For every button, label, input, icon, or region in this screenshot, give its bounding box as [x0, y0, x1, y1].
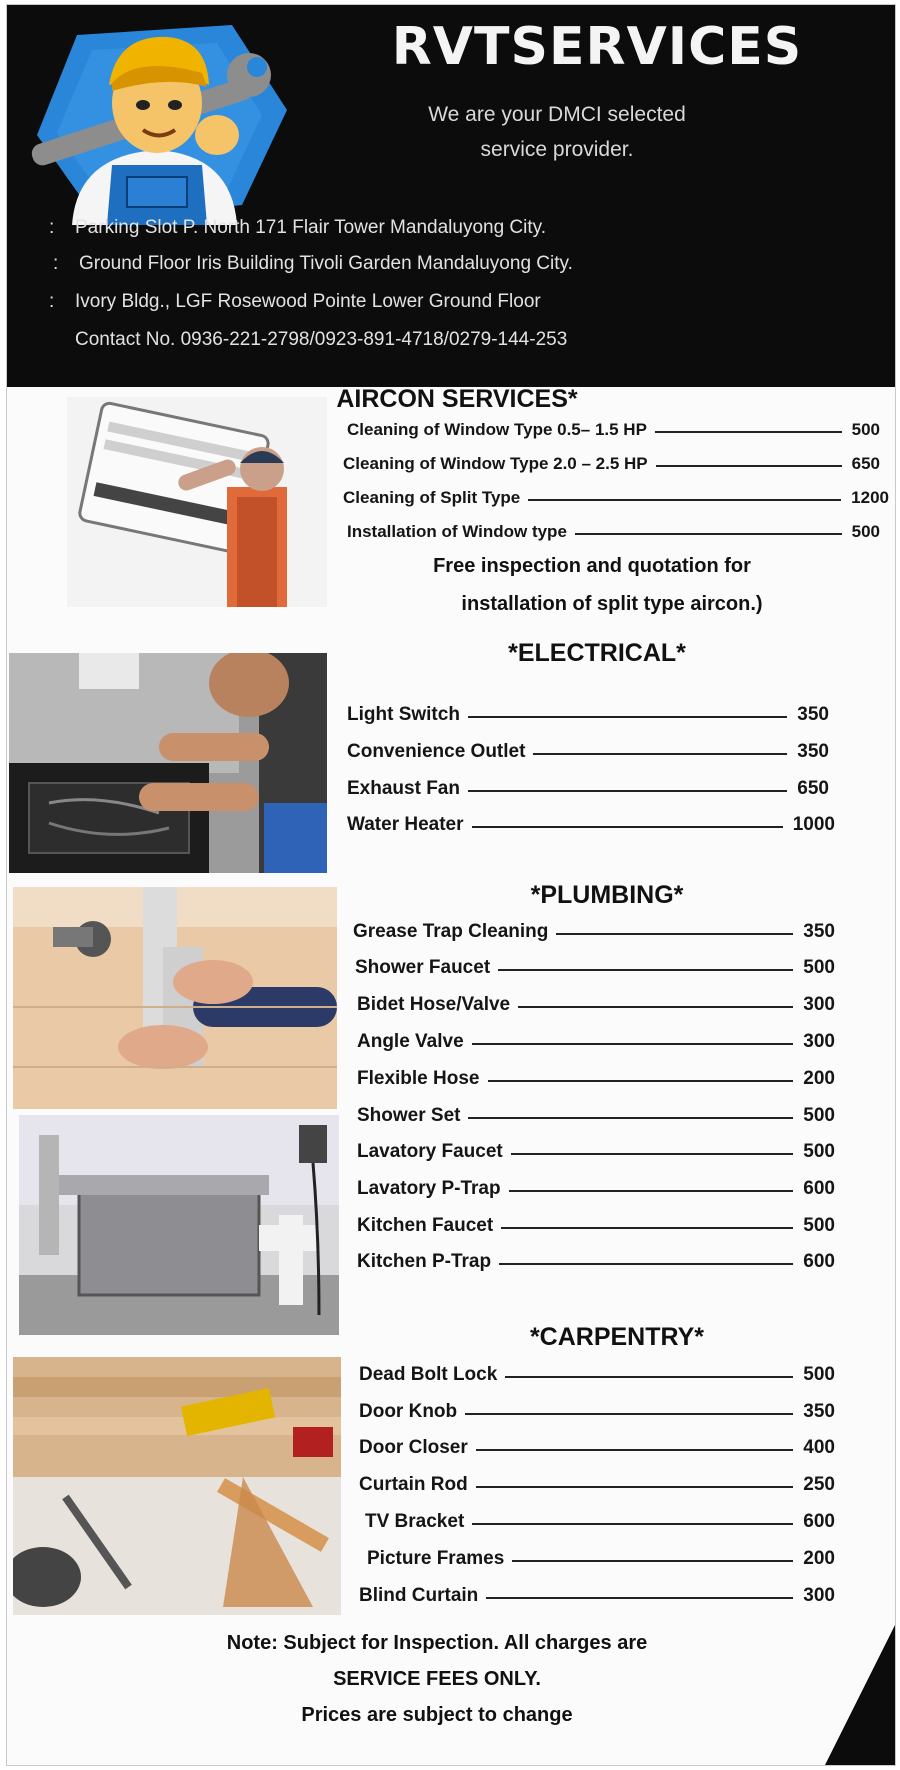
price-leader-line: [575, 533, 842, 535]
price-row: [353, 917, 835, 947]
service-name: Lavatory P-Trap: [357, 1178, 501, 1199]
price-row: [359, 1581, 835, 1611]
service-name: Door Closer: [359, 1437, 468, 1458]
service-price: 1200: [851, 488, 889, 507]
service-name: Dead Bolt Lock: [359, 1364, 498, 1385]
address-text: Parking Slot P. North 171 Flair Tower Mandaluyong City.: [75, 217, 547, 238]
address-line: [49, 291, 541, 313]
price-leader-line: [655, 431, 842, 433]
service-price: 250: [803, 1474, 835, 1495]
brand-title: RVTSERVICES: [391, 17, 803, 77]
price-leader-line: [486, 1597, 793, 1599]
price-leader-line: [505, 1376, 793, 1378]
price-leader-line: [533, 753, 787, 755]
price-row: [347, 517, 880, 547]
price-row: [357, 1174, 835, 1204]
footer-note-line-2: SERVICE FEES ONLY.: [333, 1668, 541, 1690]
tagline-line-2: service provider.: [480, 138, 634, 161]
address-line: [49, 217, 546, 239]
service-name: Door Knob: [359, 1401, 458, 1422]
price-row: [367, 1544, 835, 1574]
price-leader-line: [512, 1560, 793, 1562]
price-leader-line: [656, 465, 842, 467]
price-leader-line: [472, 826, 783, 828]
carpentry-tools-photo: [13, 1357, 341, 1615]
aircon-note-line-2: installation of split type aircon.): [461, 593, 763, 615]
service-price: 500: [803, 1215, 835, 1236]
service-price: 500: [803, 1364, 835, 1385]
footer-note-line-1: Note: Subject for Inspection. All charges are: [226, 1632, 648, 1654]
price-leader-line: [468, 1117, 793, 1119]
service-name: Cleaning of Split Type: [343, 488, 521, 507]
price-leader-line: [499, 1263, 793, 1265]
service-name: Flexible Hose: [357, 1068, 480, 1089]
price-row: [357, 1247, 835, 1277]
service-price: 500: [803, 1105, 835, 1126]
price-row: [357, 990, 835, 1020]
contact-line: [49, 329, 567, 351]
service-price: 300: [803, 1031, 835, 1052]
address-bullet: :: [49, 217, 55, 238]
service-name: TV Bracket: [365, 1511, 465, 1532]
service-price: 650: [851, 454, 880, 473]
price-row: [359, 1360, 835, 1390]
price-row: [347, 737, 829, 767]
service-price: 300: [803, 1585, 835, 1606]
price-row: [359, 1397, 835, 1427]
price-row: [359, 1470, 835, 1500]
service-name: Picture Frames: [367, 1548, 505, 1569]
address-line: [53, 253, 573, 275]
price-leader-line: [476, 1449, 794, 1451]
service-name: Installation of Window type: [347, 522, 567, 541]
tagline-line-1: We are your DMCI selected: [428, 103, 686, 126]
price-row: [355, 953, 835, 983]
price-row: [365, 1507, 835, 1537]
service-name: Convenience Outlet: [347, 741, 526, 762]
price-row: [357, 1064, 835, 1094]
price-leader-line: [476, 1486, 794, 1488]
price-leader-line: [511, 1153, 794, 1155]
address-text: Ivory Bldg., LGF Rosewood Pointe Lower Ground Floor: [75, 291, 541, 312]
footer-note-line-3: Prices are subject to change: [301, 1704, 573, 1726]
service-price: 350: [803, 1401, 835, 1422]
service-name: Lavatory Faucet: [357, 1141, 503, 1162]
service-price: 650: [797, 778, 829, 799]
service-name: Shower Faucet: [355, 957, 491, 978]
aircon-technician-photo: [67, 397, 327, 607]
price-leader-line: [501, 1227, 793, 1229]
service-name: Kitchen P-Trap: [357, 1251, 492, 1272]
address-text: Ground Floor Iris Building Tivoli Garden Mandaluyong City.: [79, 253, 573, 274]
service-name: Kitchen Faucet: [357, 1215, 494, 1236]
service-price: 200: [803, 1068, 835, 1089]
price-row: [347, 774, 829, 804]
grease-trap-photo: [19, 1115, 339, 1335]
service-name: Exhaust Fan: [347, 778, 460, 799]
service-name: Water Heater: [347, 814, 464, 835]
footer-note: [157, 1625, 717, 1733]
service-price: 400: [803, 1437, 835, 1458]
header-banner: [7, 5, 896, 387]
price-leader-line: [518, 1006, 793, 1008]
service-price: 350: [797, 741, 829, 762]
price-leader-line: [556, 933, 793, 935]
service-price: 300: [803, 994, 835, 1015]
service-name: Cleaning of Window Type 2.0 – 2.5 HP: [343, 454, 648, 473]
price-row: [343, 449, 880, 479]
price-leader-line: [528, 499, 841, 501]
plumbing-faucet-photo: [13, 887, 337, 1109]
price-leader-line: [468, 790, 787, 792]
price-row: [343, 483, 889, 513]
price-leader-line: [472, 1043, 794, 1045]
aircon-note-line-1: Free inspection and quotation for: [433, 555, 751, 577]
price-leader-line: [488, 1080, 794, 1082]
service-name: Light Switch: [347, 704, 460, 725]
service-name: Shower Set: [357, 1105, 461, 1126]
price-row: [357, 1137, 835, 1167]
price-row: [347, 810, 835, 840]
price-row: [357, 1211, 835, 1241]
price-leader-line: [465, 1413, 793, 1415]
tagline: [377, 97, 737, 167]
service-price: 350: [803, 921, 835, 942]
service-price: 600: [803, 1511, 835, 1532]
aircon-section-title: AIRCON SERVICES*: [336, 385, 578, 413]
contact-numbers: Contact No. 0936-221-2798/0923-891-4718/0279-144-253: [75, 329, 568, 350]
service-price: 500: [851, 522, 880, 541]
service-name: Angle Valve: [357, 1031, 464, 1052]
service-name: Grease Trap Cleaning: [353, 921, 549, 942]
corner-shadow: [825, 1625, 895, 1765]
service-name: Blind Curtain: [359, 1585, 479, 1606]
service-price: 500: [803, 957, 835, 978]
price-leader-line: [468, 716, 787, 718]
price-row: [357, 1101, 835, 1131]
service-price: 600: [803, 1251, 835, 1272]
address-bullet: :: [53, 253, 59, 274]
price-row: [347, 700, 829, 730]
service-name: Cleaning of Window Type 0.5– 1.5 HP: [347, 420, 647, 439]
service-price: 350: [797, 704, 829, 725]
handyman-mascot-logo: [17, 15, 292, 233]
carpentry-section-title: *CARPENTRY*: [529, 1323, 705, 1351]
price-row: [347, 415, 880, 445]
price-row: [357, 1027, 835, 1057]
price-row: [359, 1433, 835, 1463]
service-flyer: [6, 4, 896, 1766]
service-price: 500: [851, 420, 880, 439]
service-name: Bidet Hose/Valve: [357, 994, 511, 1015]
plumbing-section-title: *PLUMBING*: [530, 881, 684, 909]
service-price: 600: [803, 1178, 835, 1199]
address-bullet: :: [49, 291, 55, 312]
service-price: 1000: [792, 814, 835, 835]
service-price: 200: [803, 1548, 835, 1569]
price-leader-line: [472, 1523, 793, 1525]
service-name: Curtain Rod: [359, 1474, 468, 1495]
electrical-work-photo: [9, 653, 327, 873]
price-leader-line: [509, 1190, 794, 1192]
price-leader-line: [498, 969, 793, 971]
electrical-section-title: *ELECTRICAL*: [508, 639, 686, 667]
aircon-note: [377, 547, 807, 623]
service-price: 500: [803, 1141, 835, 1162]
